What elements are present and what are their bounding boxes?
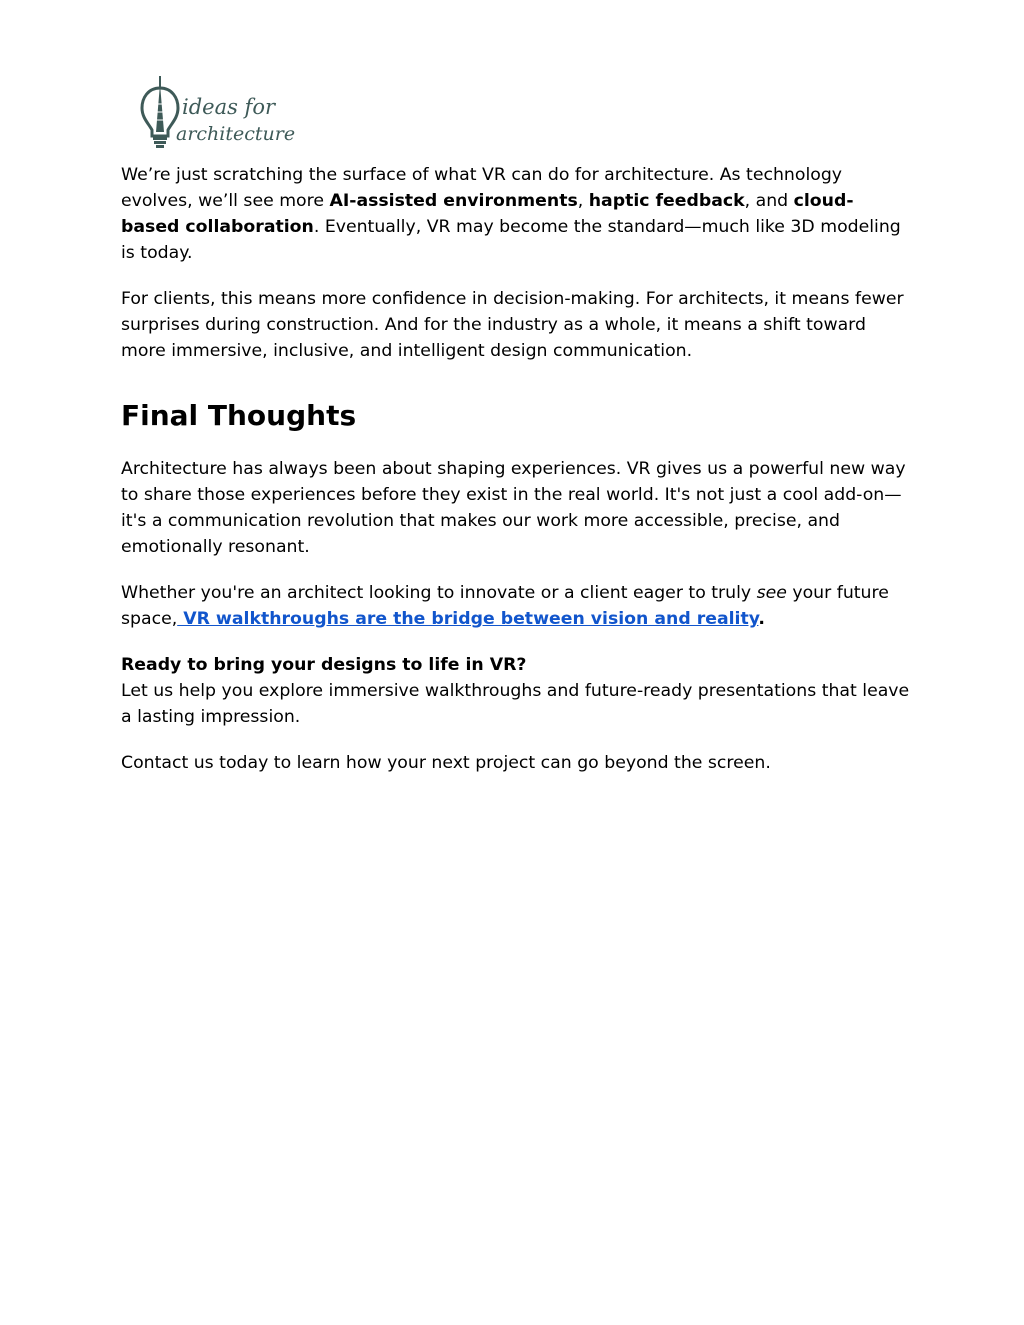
- paragraph-architecture: Architecture has always been about shaping experiences. VR gives us a powerful new way to share those experiences before they exist in the real world. It's not just a cool add-on—it's a communication revolution that makes our work more accessible, precise, and emotionally resonant.: [121, 459, 906, 557]
- paragraph-contact: Contact us today to learn how your next project can go beyond the screen.: [121, 753, 771, 773]
- paragraph-clients: For clients, this means more confidence in decision-making. For architects, it means fewer surprises during construction. And for the industry as a whole, it means a shift toward more immersive, inclusive, and intelligent design communication.: [121, 289, 904, 361]
- cta-text: Let us help you explore immersive walkthroughs and future-ready presentations that leave a lasting impression.: [121, 681, 910, 727]
- paragraph-whether: Whether you're an architect looking to innovate or a client eager to truly see your future space, VR walkthroughs are the bridge between vision and reality.: [121, 583, 889, 629]
- logo-line1: ideas for: [182, 95, 276, 119]
- brand-logo: [138, 74, 296, 150]
- vr-walkthroughs-link[interactable]: VR walkthroughs are the bridge between vision and reality: [177, 609, 759, 629]
- cta-heading: Ready to bring your designs to life in VR?: [121, 655, 527, 675]
- lightbulb-tower-icon: [138, 74, 296, 150]
- logo-line2: architecture: [176, 123, 296, 145]
- bold-cloud-collaboration: cloud-based collaboration: [121, 191, 854, 237]
- italic-see: see: [756, 583, 787, 603]
- article-body: [121, 162, 911, 776]
- bold-ai-environments: AI-assisted environments: [329, 191, 578, 211]
- bold-haptic-feedback: haptic feedback: [588, 191, 745, 211]
- section-heading-final-thoughts: Final Thoughts: [121, 399, 357, 432]
- call-to-action: [121, 652, 911, 730]
- paragraph-vr-future: We’re just scratching the surface of what VR can do for architecture. As technology evolves, we’ll see more AI-assisted environments, haptic feedback, and cloud-based collaboration. Eventually, VR may become the standard—much like 3D modeling is today.: [121, 165, 901, 263]
